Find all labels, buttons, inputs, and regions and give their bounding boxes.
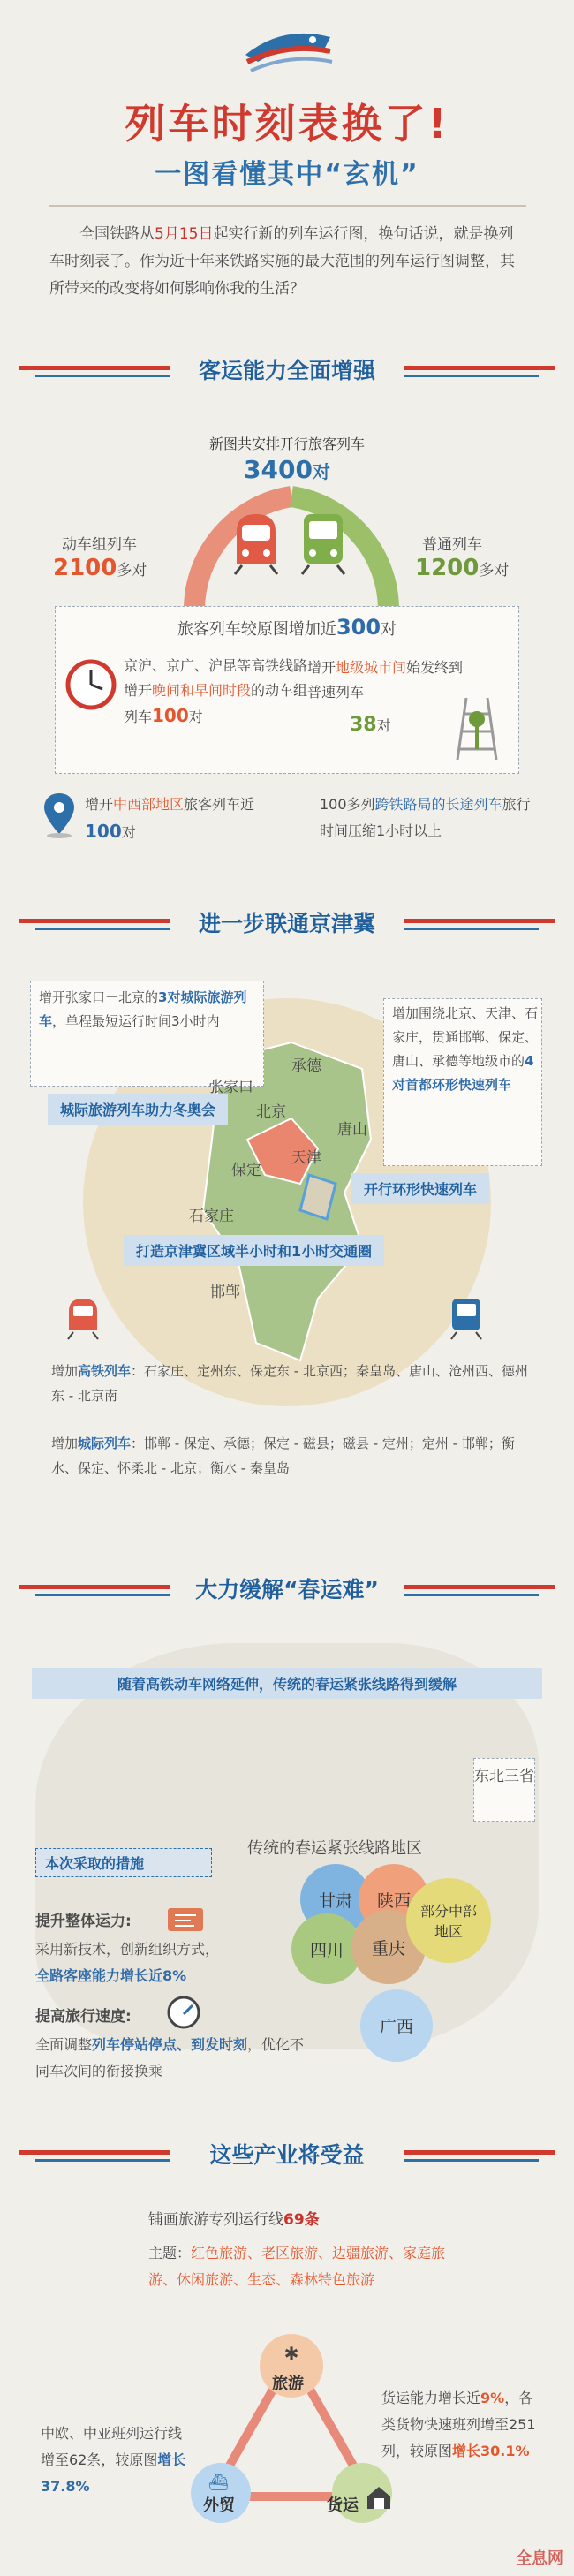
commute-circle-banner: 打造京津冀区域半小时和1小时交通圈 [124, 1235, 384, 1266]
city-beijing: 北京 [256, 1103, 286, 1121]
page-subtitle: 一图看懂其中“玄机” [155, 159, 419, 190]
section-title: 大力缓解“春运难” [195, 1577, 379, 1602]
total-trains: 3400对 [244, 455, 330, 484]
northeast-label: 东北三省 [473, 1758, 535, 1822]
cargo-text: 货运能力增长近9%，各类货物快速班列增至251列，较原图增长30.1% [381, 2390, 536, 2459]
clock-icon [64, 657, 118, 712]
section-header-industries [0, 2131, 574, 2184]
city-handan: 邯郸 [210, 1284, 240, 1301]
tour-text: 铺画旅游专列运行线69条 [148, 2211, 320, 2229]
city-tianjin: 天津 [291, 1149, 321, 1167]
page-title: 列车时刻表换了! [125, 100, 449, 148]
city-count: 38对 [350, 714, 391, 736]
measure-2-text: 全面调整列车停站停点、到发时刻，优化不同车次间的衔接换乘 [35, 2036, 305, 2080]
region-guangxi: 广西 [360, 1989, 433, 2062]
speedometer-icon [166, 1995, 201, 2030]
emu-label: 动车组列车 [62, 536, 137, 554]
winter-olympics-banner: 城际旅游列车助力冬奥会 [48, 1094, 228, 1125]
increase-text: 旅客列车较原图增加近300对 [177, 615, 397, 640]
train-logo-icon [238, 18, 337, 80]
city-chengde: 承德 [291, 1057, 321, 1075]
normal-count: 1200多对 [415, 555, 510, 581]
city-text: 增开地级城市间始发终到普速列车 [307, 659, 464, 701]
ship-icon: ⛴ [208, 2474, 229, 2492]
peak-text: 京沪、京广、沪昆等高铁线路增开晚间和早间时段的动车组列车100对 [124, 657, 308, 726]
chunyun-banner: 随着高铁动车网络延伸，传统的春运紧张线路得到缓解 [32, 1668, 542, 1699]
measure-2-title: 提高旅行速度: [35, 2008, 132, 2026]
tour-label: 旅游 [272, 2375, 304, 2393]
section-header-jingjinji [0, 899, 574, 952]
tour-topics: 主题：红色旅游、老区旅游、边疆旅游、家庭旅游、休闲旅游、生态、森林特色旅游 [148, 2245, 446, 2288]
section-header-chunyun [0, 1565, 574, 1618]
measures-tag: 本次采取的措施 [35, 1848, 212, 1877]
red-train-icon [65, 1297, 101, 1341]
region-gansu: 甘肃 [300, 1864, 371, 1935]
right-note: 增加围绕北京、天津、石家庄，贯通邯郸、保定、唐山、承德等地级市的4对首都环形快速列车 [392, 1005, 539, 1093]
normal-train-icon [298, 511, 348, 576]
west-text: 增开中西部地区旅客列车近100对 [85, 796, 255, 842]
emu-train-icon [231, 511, 281, 576]
cargo-label: 货运 [327, 2496, 359, 2515]
region-shaanxi: 陕西 [359, 1864, 429, 1935]
region-central: 部分中部地区 [406, 1878, 491, 1963]
section-title: 进一步联通京津冀 [198, 911, 375, 936]
trade-label: 外贸 [203, 2496, 235, 2515]
section-title: 客运能力全面增强 [198, 358, 375, 383]
signal-track-icon [449, 698, 503, 760]
monitor-icon [166, 1906, 205, 1936]
warehouse-icon [366, 2484, 392, 2511]
gaotie-text: 增加高铁列车：石家庄、定州东、保定东 - 北京西；秦皇岛、唐山、沧州西、德州东 - 北京南 [51, 1363, 528, 1404]
trade-text: 中欧、中亚班列运行线增至62条，较原图增长37.8% [41, 2425, 186, 2495]
measure-1-title: 提升整体运力: [35, 1913, 132, 1930]
arc-text: 新图共安排开行旅客列车 [208, 436, 365, 452]
long-distance-text: 100多列跨铁路局的长途列车旅行时间压缩1小时以上 [320, 796, 531, 839]
chengji-text: 增加城际列车：邯郸 - 保定、承德；保定 - 磁县；磁县 - 定州；定州 - 邯郸；衡水、保定、怀柔北 - 北京；衡水 - 秦皇岛 [51, 1436, 515, 1476]
intro-paragraph: 全国铁路从5月15日起实行新的列车运行图，换句话说，就是换列车时刻表了。作为近十年来铁路实施的最大范围的列车运行图调整，其所带来的改变将如何影响你我的生活？ [49, 225, 515, 298]
city-zhangjiakou: 张家口 [208, 1079, 253, 1096]
city-baoding: 保定 [231, 1162, 261, 1179]
title-divider [49, 205, 526, 207]
left-note: 增开张家口－北京的3对城际旅游列车，单程最短运行时间3小时内 [39, 989, 247, 1029]
section-title: 这些产业将受益 [209, 2142, 365, 2168]
watermark-logo: 全息网 [516, 2549, 563, 2568]
city-shijiazhuang: 石家庄 [189, 1208, 234, 1225]
map-title: 传统的春运紧张线路地区 [247, 1839, 422, 1858]
location-pin-icon [41, 792, 78, 839]
ring-train-banner: 开行环形快速列车 [351, 1173, 489, 1204]
measure-1-text: 采用新技术，创新组织方式， 全路客座能力增长近8% [35, 1941, 220, 1984]
palm-tree-icon: ✱ [283, 2343, 299, 2364]
city-tangshan: 唐山 [337, 1121, 367, 1139]
section-header-capacity [0, 346, 574, 399]
blue-train-icon [449, 1297, 484, 1341]
normal-label: 普通列车 [422, 536, 482, 554]
region-chongqing: 重庆 [351, 1910, 426, 1984]
region-sichuan: 四川 [291, 1913, 362, 1984]
emu-count: 2100多对 [53, 555, 147, 581]
